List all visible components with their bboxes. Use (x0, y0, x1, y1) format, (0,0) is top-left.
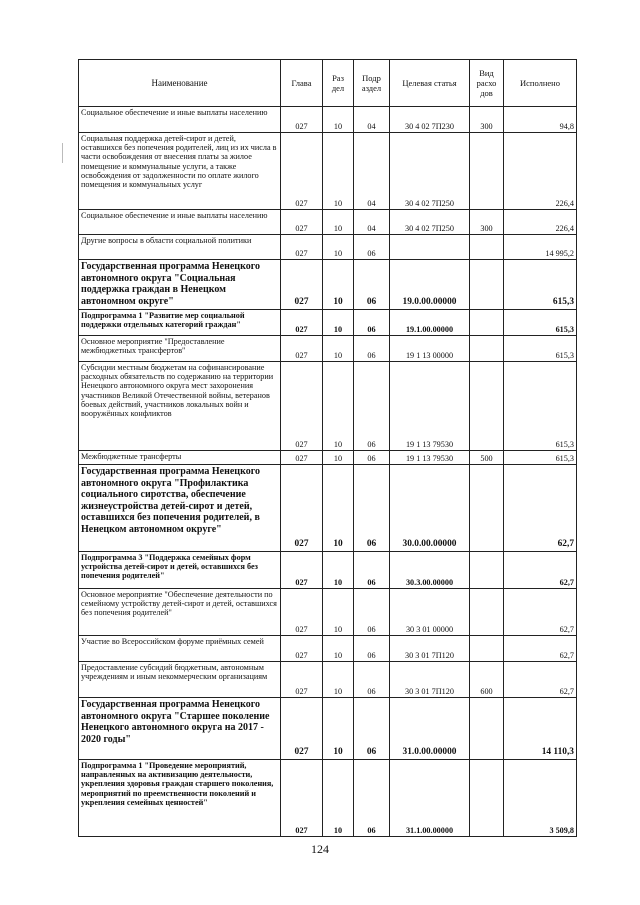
table-header-row (79, 60, 577, 107)
row-razdel: 10 (323, 336, 354, 362)
row-razdel: 10 (323, 310, 354, 336)
row-ispolneno: 615,3 (504, 260, 577, 310)
row-statya: 19 1 13 79530 (390, 451, 470, 465)
table-row (79, 552, 577, 589)
row-ispolneno: 615,3 (504, 336, 577, 362)
header-ispolneno: Исполнено (504, 60, 577, 107)
row-name: Социальное обеспечение и иные выплаты населению (79, 210, 281, 235)
budget-table (78, 59, 577, 837)
row-statya (390, 235, 470, 260)
row-podrazdel: 04 (354, 210, 390, 235)
row-podrazdel: 06 (354, 636, 390, 662)
row-podrazdel: 04 (354, 133, 390, 210)
row-razdel: 10 (323, 107, 354, 133)
row-razdel: 10 (323, 636, 354, 662)
row-name: Основное мероприятие "Предоставление межбюджетных трансфертов" (79, 336, 281, 362)
row-vid (470, 636, 504, 662)
row-glava: 027 (281, 260, 323, 310)
header-statya: Целевая статья (390, 60, 470, 107)
row-podrazdel: 06 (354, 662, 390, 698)
row-glava: 027 (281, 465, 323, 552)
table-row (79, 362, 577, 451)
header-name: Наименование (79, 60, 281, 107)
row-podrazdel: 06 (354, 362, 390, 451)
row-ispolneno: 62,7 (504, 465, 577, 552)
row-statya: 30.3.00.00000 (390, 552, 470, 589)
row-podrazdel: 06 (354, 336, 390, 362)
header-podrazdel: Подр аздел (354, 60, 390, 107)
header-razdel: Раз дел (323, 60, 354, 107)
row-vid (470, 362, 504, 451)
row-ispolneno: 14 110,3 (504, 698, 577, 760)
row-statya: 30 3 01 7П120 (390, 662, 470, 698)
row-name: Подпрограмма 3 "Поддержка семейных форм устройства детей-сирот и детей, оставшихся без попечения родителей" (79, 552, 281, 589)
table-row (79, 107, 577, 133)
row-glava: 027 (281, 662, 323, 698)
row-ispolneno: 3 509,8 (504, 760, 577, 837)
row-glava: 027 (281, 552, 323, 589)
header-glava: Глава (281, 60, 323, 107)
row-name: Участие во Всероссийском форуме приёмных семей (79, 636, 281, 662)
row-vid (470, 260, 504, 310)
row-vid (470, 336, 504, 362)
table-row (79, 235, 577, 260)
row-statya: 30 3 01 00000 (390, 589, 470, 636)
row-vid (470, 698, 504, 760)
row-name: Межбюджетные трансферты (79, 451, 281, 465)
row-podrazdel: 06 (354, 451, 390, 465)
row-podrazdel: 06 (354, 260, 390, 310)
table-row (79, 760, 577, 837)
row-ispolneno: 62,7 (504, 589, 577, 636)
row-ispolneno: 615,3 (504, 362, 577, 451)
row-glava: 027 (281, 133, 323, 210)
row-ispolneno: 14 995,2 (504, 235, 577, 260)
row-ispolneno: 615,3 (504, 451, 577, 465)
row-glava: 027 (281, 210, 323, 235)
row-statya: 19.0.00.00000 (390, 260, 470, 310)
row-name: Другие вопросы в области социальной политики (79, 235, 281, 260)
row-vid (470, 589, 504, 636)
row-podrazdel: 06 (354, 310, 390, 336)
row-statya: 30.0.00.00000 (390, 465, 470, 552)
row-podrazdel: 06 (354, 235, 390, 260)
row-statya: 19 1 13 79530 (390, 362, 470, 451)
row-name: Социальная поддержка детей-сирот и детей, оставшихся без попечения родителей, лиц из их числа в части освобождения от внесения платы за жилое помещение и коммунальные услуги, а также освобождения от задолженности по оплате жилого помещения и коммунальных услуг (79, 133, 281, 210)
row-glava: 027 (281, 107, 323, 133)
row-glava: 027 (281, 698, 323, 760)
row-razdel: 10 (323, 465, 354, 552)
row-ispolneno: 62,7 (504, 662, 577, 698)
row-statya: 31.1.00.00000 (390, 760, 470, 837)
table-row (79, 589, 577, 636)
row-podrazdel: 06 (354, 698, 390, 760)
row-statya: 30 4 02 7П250 (390, 210, 470, 235)
row-statya: 30 4 02 7П230 (390, 107, 470, 133)
row-podrazdel: 06 (354, 760, 390, 837)
table-row (79, 465, 577, 552)
row-glava: 027 (281, 760, 323, 837)
row-razdel: 10 (323, 362, 354, 451)
row-vid (470, 133, 504, 210)
row-razdel: 10 (323, 260, 354, 310)
row-name: Государственная программа Ненецкого автономного округа "Профилактика социального сиротства, обеспечение жизнеустройства детей-сирот и детей, оставшихся без попечения родителей, в Ненецком автономном округе" (79, 465, 281, 552)
row-ispolneno: 615,3 (504, 310, 577, 336)
row-vid (470, 310, 504, 336)
row-name: Социальное обеспечение и иные выплаты населению (79, 107, 281, 133)
table-row (79, 310, 577, 336)
row-vid: 300 (470, 107, 504, 133)
scan-margin-mark (62, 143, 63, 163)
row-name: Субсидии местным бюджетам на софинансирование расходных обязательств по содержанию на территории Ненецкого автономного округа мест захоронения участников Великой Отечественной войны, ветеранов боевых действий, участников локальных войн и вооружённых конфликтов (79, 362, 281, 451)
row-glava: 027 (281, 451, 323, 465)
row-name: Государственная программа Ненецкого автономного округа "Социальная поддержка граждан в Ненецком автономном округе" (79, 260, 281, 310)
row-razdel: 10 (323, 698, 354, 760)
table-row (79, 133, 577, 210)
row-ispolneno: 94,8 (504, 107, 577, 133)
row-vid: 500 (470, 451, 504, 465)
row-vid (470, 760, 504, 837)
row-vid (470, 552, 504, 589)
row-razdel: 10 (323, 235, 354, 260)
row-ispolneno: 226,4 (504, 210, 577, 235)
row-ispolneno: 62,7 (504, 636, 577, 662)
row-statya: 19.1.00.00000 (390, 310, 470, 336)
table-row (79, 662, 577, 698)
row-podrazdel: 06 (354, 589, 390, 636)
row-glava: 027 (281, 362, 323, 451)
row-razdel: 10 (323, 662, 354, 698)
row-vid (470, 465, 504, 552)
row-glava: 027 (281, 336, 323, 362)
row-name: Основное мероприятие "Обеспечение деятельности по семейному устройству детей-сирот и детей, оставшихся без попечения родителей" (79, 589, 281, 636)
row-name: Предоставление субсидий бюджетным, автономным учреждениям и иным некоммерческим организациям (79, 662, 281, 698)
row-glava: 027 (281, 589, 323, 636)
row-statya: 30 4 02 7П250 (390, 133, 470, 210)
row-name: Подпрограмма 1 "Проведение мероприятий, направленных на активизацию деятельности, укрепления здоровья граждан старшего поколения, мероприятий по преемственности поколений и укрепления семейных ценностей" (79, 760, 281, 837)
row-podrazdel: 04 (354, 107, 390, 133)
row-glava: 027 (281, 235, 323, 260)
table-row (79, 451, 577, 465)
row-podrazdel: 06 (354, 552, 390, 589)
page-number: 124 (311, 842, 329, 856)
row-glava: 027 (281, 310, 323, 336)
row-glava: 027 (281, 636, 323, 662)
row-name: Подпрограмма 1 "Развитие мер социальной поддержки отдельных категорий граждан" (79, 310, 281, 336)
row-razdel: 10 (323, 760, 354, 837)
row-razdel: 10 (323, 210, 354, 235)
header-vid: Вид расхо дов (470, 60, 504, 107)
row-podrazdel: 06 (354, 465, 390, 552)
row-vid: 300 (470, 210, 504, 235)
table-row (79, 636, 577, 662)
row-razdel: 10 (323, 589, 354, 636)
row-razdel: 10 (323, 133, 354, 210)
table-row (79, 698, 577, 760)
row-ispolneno: 226,4 (504, 133, 577, 210)
row-ispolneno: 62,7 (504, 552, 577, 589)
row-vid: 600 (470, 662, 504, 698)
row-statya: 31.0.00.00000 (390, 698, 470, 760)
table-row (79, 336, 577, 362)
row-statya: 30 3 01 7П120 (390, 636, 470, 662)
row-statya: 19 1 13 00000 (390, 336, 470, 362)
table-row (79, 210, 577, 235)
row-vid (470, 235, 504, 260)
row-name: Государственная программа Ненецкого автономного округа "Старшее поколение Ненецкого автономного округа на 2017 - 2020 годы" (79, 698, 281, 760)
row-razdel: 10 (323, 451, 354, 465)
row-razdel: 10 (323, 552, 354, 589)
table-row (79, 260, 577, 310)
